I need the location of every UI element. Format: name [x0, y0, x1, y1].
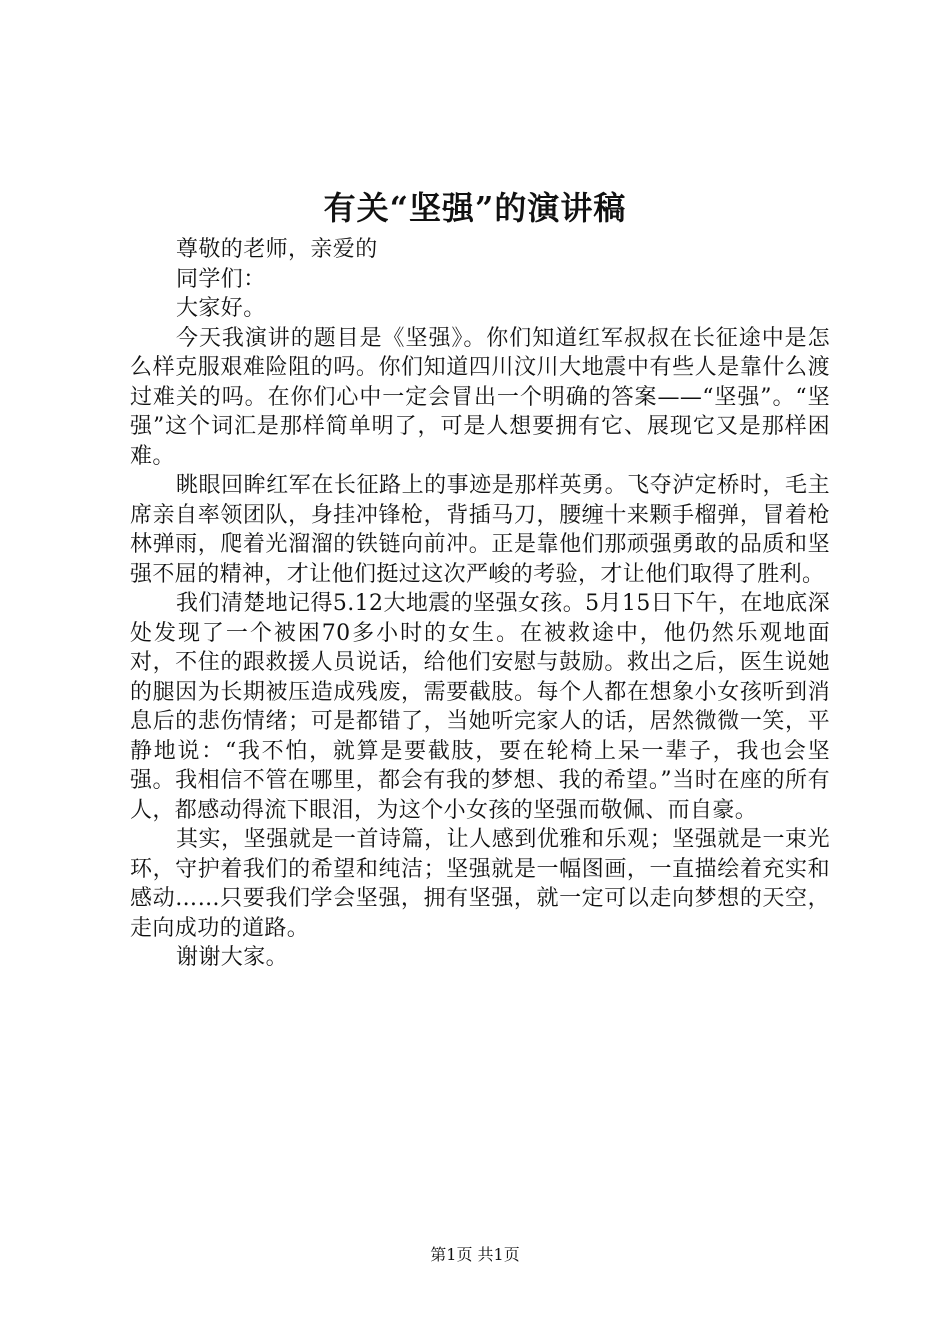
document-title: 有关“坚强”的演讲稿	[323, 189, 627, 227]
greeting-line-3: 大家好。	[176, 296, 266, 321]
greeting-line-2: 同学们：	[176, 266, 266, 292]
paragraph-red-army: 眺眼回眸红军在长征路上的事迹是那样英勇。飞夺泸定桥时，毛主席亲自率领团队，身挂冲锋枪，背插马刀，腰缠十来颗手榴弹，冒着枪林弹雨，爬着光溜溜的铁链向前冲。正是靠他们那顽强勇敢的品质和坚强不屈的精神，才让他们挺过这次严峻的考验，才让他们取得了胜利。	[130, 473, 830, 587]
page-footer: 第1页 共1页	[430, 1245, 520, 1264]
paragraph-earthquake: 我们清楚地记得5.12大地震的坚强女孩。5月15日下午，在地底深处发现了一个被困70多小时的女生。在被救途中，他仍然乐观地面对，不住的跟救援人员说话，给他们安慰与鼓励。救出之后，医生说她的腿因为长期被压造成残废，需要截肢。每个人都在想象小女孩听到消息后的悲伤情绪；可是都错了，当她听完家人的话，居然微微一笑，平静地说：“我不怕，就算是要截肢，要在轮椅上呆一辈子，我也会坚强。我相信不管在哪里，都会有我的梦想、我的希望。”当时在座的所有人，都感动得流下眼泪，为这个小女孩的坚强而敬佩、而自豪。	[130, 591, 830, 823]
paragraph-intro: 今天我演讲的题目是《坚强》。你们知道红军叔叔在长征途中是怎么样克服艰难险阻的吗。你们知道四川汶川大地震中有些人是靠什么渡过难关的吗。在你们心中一定会冒出一个明确的答案——“坚强”。“坚强”这个词汇是那样简单明了，可是人想要拥有它、展现它又是那样困难。	[130, 325, 830, 469]
document-body	[130, 235, 830, 973]
paragraph-conclusion: 其实，坚强就是一首诗篇，让人感到优雅和乐观；坚强就是一束光环，守护着我们的希望和纯洁；坚强就是一幅图画，一直描绘着充实和感动……只要我们学会坚强，拥有坚强，就一定可以走向梦想的天空，走向成功的道路。	[130, 827, 830, 941]
greeting-line-1: 尊敬的老师，亲爱的	[176, 237, 378, 262]
closing-line: 谢谢大家。	[176, 945, 289, 970]
